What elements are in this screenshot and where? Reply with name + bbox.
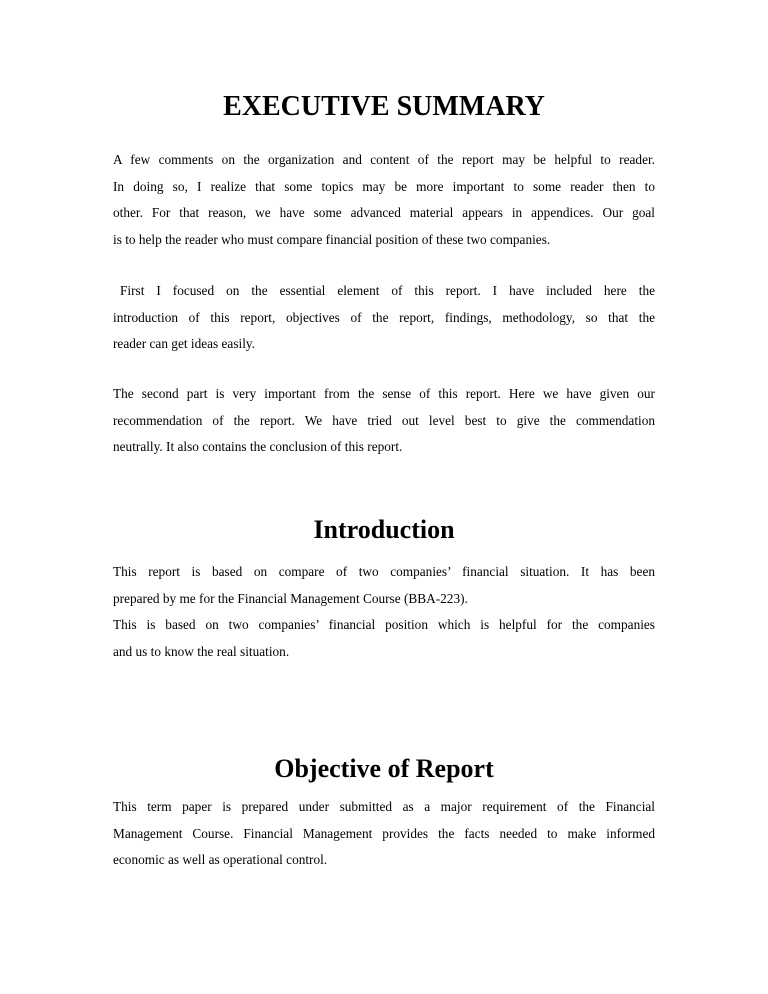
text-line: Management Course. Financial Management provides the facts needed to make informed	[113, 825, 655, 841]
text-line: The second part is very important from the sense of this report. Here we have given our	[113, 386, 655, 401]
text-line: is to help the reader who must compare financial position of these two companies.	[113, 231, 551, 247]
text-line: neutrally. It also contains the conclusion of this report.	[113, 439, 403, 454]
introduction-heading: Introduction	[313, 515, 455, 544]
summary-paragraph-3	[113, 381, 655, 461]
text-line: prepared by me for the Financial Management Course (BBA-223).	[113, 590, 468, 606]
text-line: introduction of this report, objectives of the report, findings, methodology, so that the	[113, 309, 655, 325]
text-line: First I focused on the essential element of this report. I have included here the	[120, 283, 655, 298]
summary-paragraph-1	[113, 147, 655, 253]
text-line: This is based on two companies’ financial position which is helpful for the companies	[113, 617, 655, 632]
introduction-paragraph	[113, 559, 655, 665]
text-line: A few comments on the organization and content of the report may be helpful to reader.	[113, 152, 655, 167]
text-line: This report is based on compare of two companies’ financial situation. It has been	[113, 564, 655, 579]
text-line: other. For that reason, we have some advanced material appears in appendices. Our goal	[113, 205, 655, 220]
objective-heading: Objective of Report	[274, 754, 494, 783]
objective-paragraph	[113, 794, 655, 874]
text-line: This term paper is prepared under submitted as a major requirement of the Financial	[113, 799, 655, 814]
text-line: and us to know the real situation.	[113, 643, 290, 659]
executive-summary-heading: EXECUTIVE SUMMARY	[223, 91, 545, 122]
text-line: economic as well as operational control.	[113, 852, 328, 867]
summary-paragraph-2	[113, 278, 655, 305]
text-line: recommendation of the report. We have tried out level best to give the commendation	[113, 412, 655, 428]
text-line: reader can get ideas easily.	[113, 336, 255, 351]
summary-paragraph-2-cont	[113, 305, 655, 358]
text-line: In doing so, I realize that some topics may be more important to some reader then to	[113, 178, 655, 194]
